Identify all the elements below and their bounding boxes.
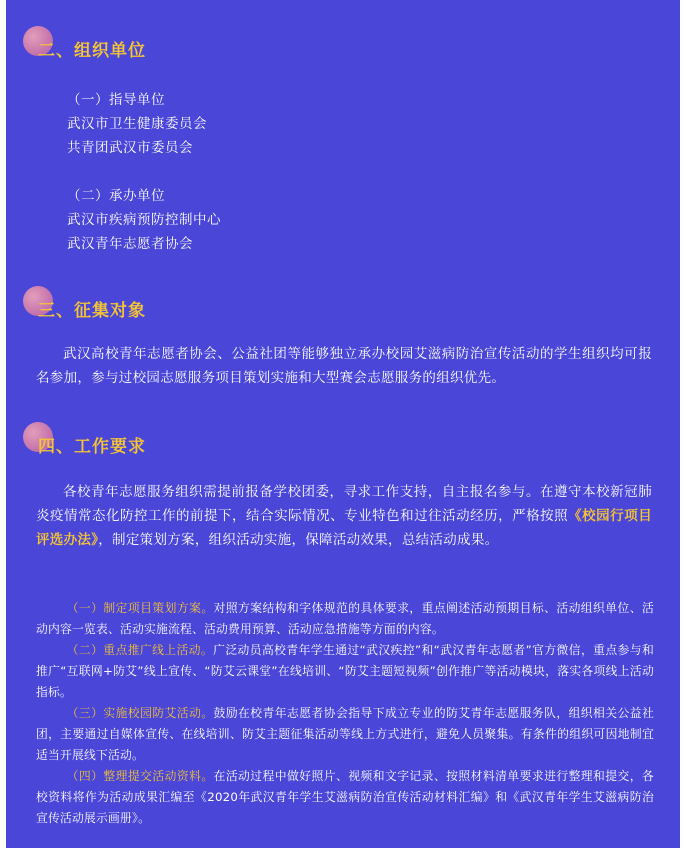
guide-unit-item: 武汉市卫生健康委员会 (67, 116, 207, 132)
section-title-target: 三、征集对象 (38, 301, 146, 321)
requirement-label: （一）制定项目策划方案。 (66, 601, 214, 615)
requirement-item (36, 766, 654, 829)
requirement-text: 在活动过程中做好照片、视频和文字记录、按照材料清单要求进行整理和提交，各校资料将作为活动成果汇编至《2020年武汉青年学生艾滋病防治宣传活动材料汇编》和《武汉青年学生艾滋病防治宣传活动展示画册》。 (36, 769, 655, 825)
requirement-item (36, 598, 654, 640)
work-intro-paragraph (36, 480, 652, 552)
host-unit-heading: （二）承办单位 (67, 188, 165, 204)
requirement-label: （三）实施校园防艾活动。 (66, 706, 214, 720)
guide-unit-heading: （一）指导单位 (67, 92, 165, 108)
requirement-text: 广泛动员高校青年学生通过“武汉疾控”和“武汉青年志愿者”官方微信，重点参与和推广“互联网+防艾”线上宣传、“防艾云课堂”在线培训、“防艾主题短视频”创作推广等活动模块，落实各项线上活动指标。 (36, 643, 654, 699)
evaluation-method-link-text: 《校园行项目评选办法》 (36, 508, 652, 548)
target-paragraph: 武汉高校青年志愿者协会、公益社团等能够独立承办校园艾滋病防治宣传活动的学生组织均可报名参加，参与过校园志愿服务项目策划实施和大型赛会志愿服务的组织优先。 (36, 346, 652, 386)
requirement-text: 鼓励在校青年志愿者协会指导下成立专业的防艾青年志愿服务队，组织相关公益社团，主要通过自媒体宣传、在线培训、防艾主题征集活动等线上方式进行，避免人员聚集。有条件的组织可因地制宜适当开展线下活动。 (36, 706, 655, 762)
document-page (6, 0, 680, 848)
guide-unit-item: 共青团武汉市委员会 (67, 140, 193, 156)
section-title-org: 二、组织单位 (38, 41, 146, 61)
work-intro-text-b: ，制定策划方案，组织活动实施，保障活动效果，总结活动成果。 (98, 532, 499, 548)
requirement-label: （二）重点推广线上活动。 (66, 643, 214, 657)
requirement-item (36, 640, 654, 703)
host-unit-item: 武汉市疾病预防控制中心 (67, 212, 221, 228)
work-intro-text-a: 各校青年志愿服务组织需提前报备学校团委，寻求工作支持，自主报名参与。在遵守本校新冠肺炎疫情常态化防控工作的前提下，结合实际情况、专业特色和过往活动经历，严格按照 (36, 484, 652, 524)
section-title-work: 四、工作要求 (38, 437, 146, 457)
host-unit-item: 武汉青年志愿者协会 (67, 236, 193, 252)
requirement-text: 对照方案结构和字体规范的具体要求，重点阐述活动预期目标、活动组织单位、活动内容一览表、活动实施流程、活动费用预算、活动应急措施等方面的内容。 (36, 601, 655, 636)
requirement-label: （四）整理提交活动资料。 (66, 769, 214, 783)
requirement-item (36, 703, 654, 766)
